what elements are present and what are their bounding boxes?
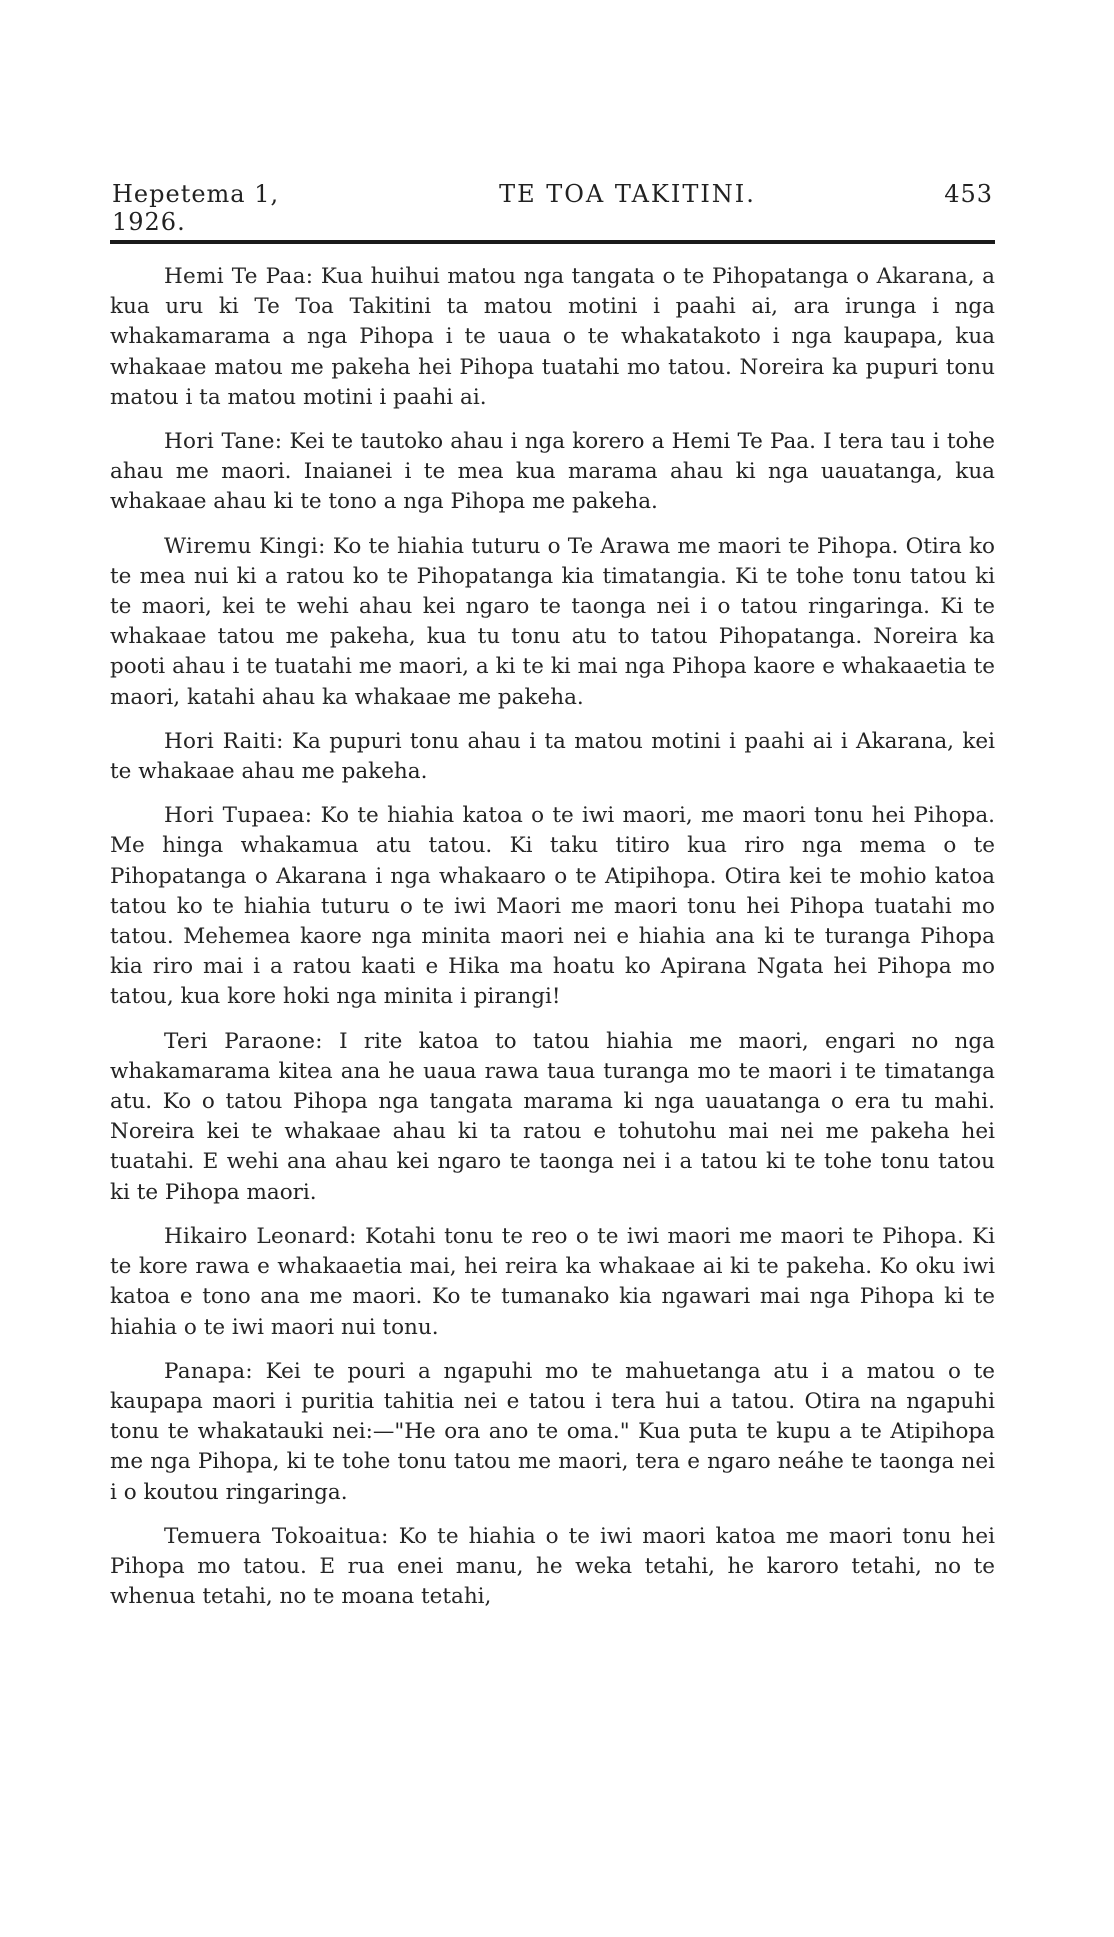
document-page: [110, 180, 995, 1618]
speaker-name: Hori Tupaea:: [164, 803, 313, 829]
paragraph-text: Ko te hiahia o te iwi maori katoa me maori tonu hei Pihopa mo tatou. E rua enei manu, he weka tetahi, he karoro tetahi, no te whenua tetahi, no te moana tetahi,: [110, 1523, 995, 1610]
speaker-name: Temuera Tokoaitua:: [164, 1523, 389, 1549]
speaker-name: Panapa:: [164, 1358, 253, 1384]
speaker-name: Teri Paraone:: [164, 1028, 323, 1054]
paragraph-text: Kei te tautoko ahau i nga korero a Hemi Te Paa. I tera tau i tohe ahau me maori. Inaianei i te mea kua marama ahau ki nga uauatanga, kua whakaae ahau ki te tono a nga Pihopa me pakeha.: [110, 429, 995, 515]
speaker-name: Wiremu Kingi:: [164, 533, 326, 559]
paragraph-teri-paraone: [110, 1027, 995, 1208]
header-title: TE TOA TAKITINI.: [499, 180, 756, 208]
paragraph-hori-tupaea: [110, 801, 995, 1012]
paragraph-text: Kotahi tonu te reo o te iwi maori me maori te Pihopa. Ki te kore rawa e whakaaetia mai, hei reira ka whakaae ai ki te pakeha. Ko oku iwi katoa e tono ana me maori. Ko te tumanako kia ngawari mai nga Pihopa ki te hiahia o te iwi maori nui tonu.: [110, 1223, 995, 1340]
paragraph-text: Ka pupuri tonu ahau i ta matou motini i paahi ai i Akarana, kei te whakaae ahau me pakeha.: [110, 728, 995, 785]
paragraph-hemi-te-paa: [110, 262, 995, 413]
speaker-name: Hori Raiti:: [164, 728, 284, 754]
body-text: [110, 262, 995, 1612]
paragraph-temuera-tokoaitua: [110, 1522, 995, 1613]
speaker-name: Hemi Te Paa:: [164, 264, 314, 289]
paragraph-text: Kua huihui matou nga tangata o te Pihopatanga o Akarana, a kua uru ki Te Toa Takitini ta matou motini i paahi ai, ara irunga i nga whakamarama a nga Pihopa i te uaua o te whakatakoto i nga kaupapa, kua whakaae matou me pakeha hei Pihopa tuatahi mo tatou. Noreira ka pupuri tonu matou i ta matou motini i paahi ai.: [110, 264, 995, 410]
speaker-name: Hikairo Leonard:: [164, 1223, 357, 1249]
paragraph-text: Ko te hiahia tuturu o Te Arawa me maori te Pihopa. Otira ko te mea nui ki a ratou ko te Pihopatanga kia timatangia. Ki te tohe tonu tatou ki te maori, kei te wehi ahau kei ngaro te taonga nei i o tatou ringaringa. Ki te whakaae tatou me pakeha, kua tu tonu atu to tatou Pihopatanga. Noreira ka pooti ahau i te tuatahi me maori, a ki te ki mai nga Pihopa kaore e whakaaetia te maori, katahi ahau ka whakaae me pakeha.: [110, 533, 996, 710]
page-number: 453: [944, 180, 993, 208]
paragraph-hori-tane: [110, 427, 995, 518]
paragraph-wiremu-kingi: [110, 532, 995, 713]
paragraph-panapa: [110, 1357, 995, 1508]
speaker-name: Hori Tane:: [164, 429, 283, 455]
header-rule: [110, 240, 995, 244]
running-header: [110, 180, 995, 240]
paragraph-text: Kei te pouri a ngapuhi mo te mahuetanga atu i a matou o te kaupapa maori i puritia tahitia nei e tatou i tera hui a tatou. Otira na ngapuhi tonu te whakatauki nei:—"He ora ano te oma." Kua puta te kupu a te Atipihopa me nga Pihopa, ki te tohe tonu tatou me maori, tera e ngaro neáhe te taonga nei i o koutou ringaringa.: [110, 1358, 995, 1505]
paragraph-hori-raiti: [110, 727, 995, 787]
paragraph-text: I rite katoa to tatou hiahia me maori, engari no nga whakamarama kitea ana he uaua rawa taua turanga mo te maori i te timatanga atu. Ko o tatou Pihopa nga tangata marama ki nga uauatanga o era tu mahi. Noreira kei te whakaae ahau ki ta ratou e tohutohu mai nei me pakeha hei tuatahi. E wehi ana ahau kei ngaro te taonga nei i a tatou ki te tohe tonu tatou ki te Pihopa maori.: [110, 1028, 995, 1205]
paragraph-text: Ko te hiahia katoa o te iwi maori, me maori tonu hei Pihopa. Me hinga whakamua atu tatou. Ki taku titiro kua riro nga mema o te Pihopatanga o Akarana i nga whakaaro o te Atipihopa. Otira kei te mohio katoa tatou ko te hiahia tuturu o te iwi Maori me maori tonu hei Pihopa tuatahi mo tatou. Mehemea kaore nga minita maori nei e hiahia ana ki te turanga Pihopa kia riro mai i a ratou kaati e Hika ma hoatu ko Apirana Ngata hei Pihopa mo tatou, kua kore hoki nga minita i pirangi!: [110, 803, 995, 1010]
header-date: Hepetema 1, 1926.: [112, 180, 280, 236]
paragraph-hikairo-leonard: [110, 1222, 995, 1343]
